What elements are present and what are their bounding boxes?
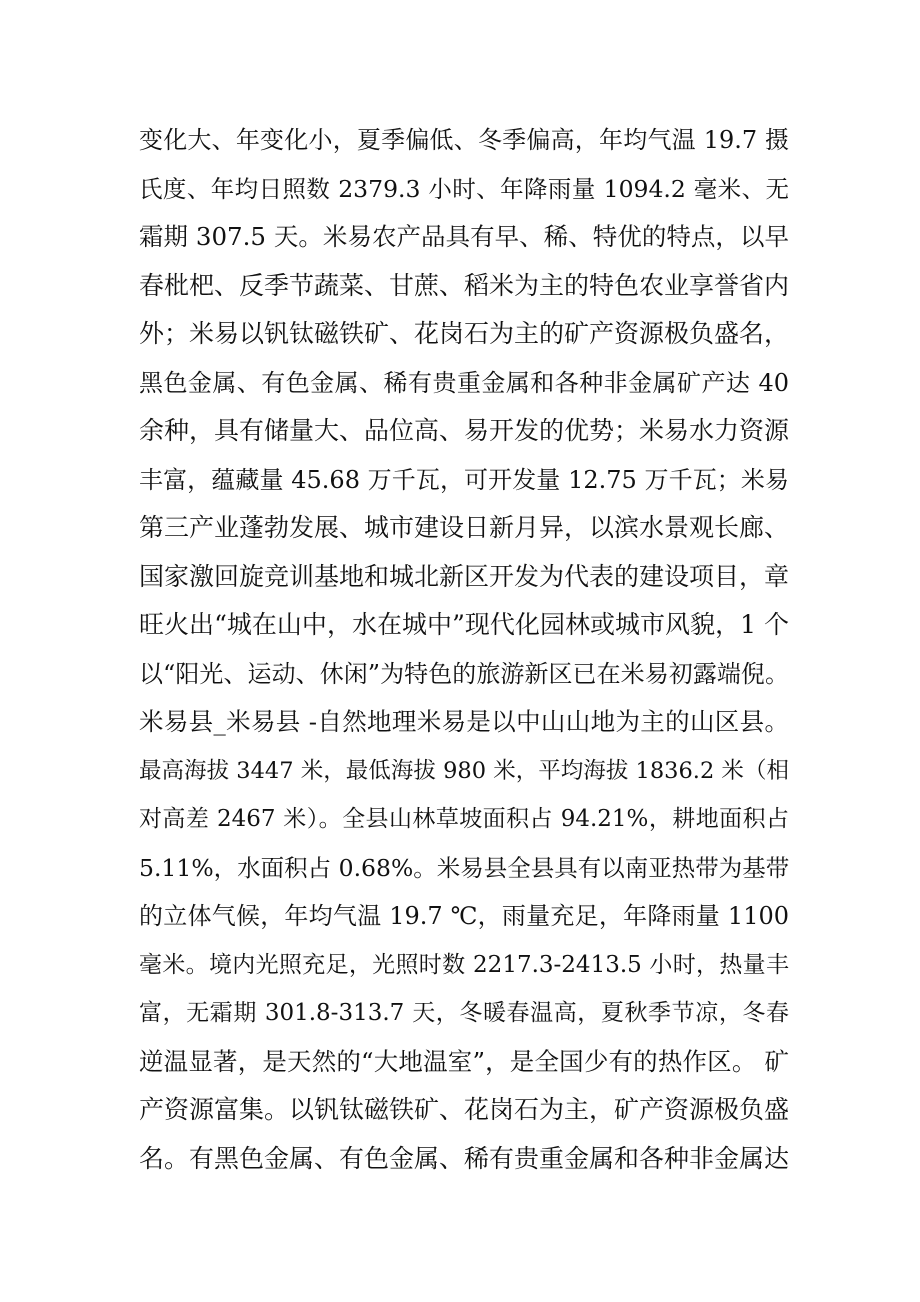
text-line: 黑色金属、有色金属、稀有贵重金属和各种非金属矿产达 40: [139, 368, 789, 397]
text-line: 丰富，蕴藏量 45.68 万千瓦，可开发量 12.75 万千瓦；米易: [139, 465, 789, 494]
text-line: 对高差 2467 米）。全县山林草坡面积占 94.21%，耕地面积占: [139, 806, 789, 832]
text-line: 余种，具有储量大、品位高、易开发的优势；米易水力资源: [139, 416, 790, 445]
text-line: 霜期 307.5 天。米易农产品具有早、稀、特优的特点，以早: [139, 222, 789, 251]
text-line: 第三产业蓬勃发展、城市建设日新月异，以滨水景观长廊、: [139, 513, 790, 542]
text-line: 产资源富集。以钒钛磁铁矿、花岗石为主，矿产资源极负盛: [139, 1095, 790, 1124]
text-line: 以“阳光、运动、休闲”为特色的旅游新区已在米易初露端倪。: [139, 659, 789, 688]
text-line: 国家激回旋竞训基地和城北新区开发为代表的建设项目，章: [139, 561, 790, 591]
text-line: 旺火出“城在山中，水在城中”现代化园林或城市风貌，1 个: [139, 610, 789, 639]
text-line: 最高海拔 3447 米，最低海拔 980 米，平均海拔 1836.2 米（相: [139, 757, 789, 784]
text-line: 米易县_米易县 -自然地理米易是以中山山地为主的山区县。: [139, 707, 789, 736]
text-line: 毫米。境内光照充足，光照时数 2217.3-2413.5 小时，热量丰: [139, 951, 789, 978]
text-line: 变化大、年变化小，夏季偏低、冬季偏高，年均气温 19.7 摄: [139, 126, 789, 154]
text-line: 富，无霜期 301.8-313.7 天，冬暖春温高，夏秋季节凉，冬春: [139, 1000, 789, 1026]
text-line: 逆温显著，是天然的“大地温室”，是全国少有的热作区。 矿: [139, 1046, 789, 1076]
text-line: 春枇杷、反季节蔬菜、甘蔗、稻米为主的特色农业享誉省内: [139, 270, 790, 300]
text-line: 的立体气候，年均气温 19.7 ℃，雨量充足，年降雨量 1100: [139, 902, 789, 930]
text-line: 外；米易以钒钛磁铁矿、花岗石为主的矿产资源极负盛名，: [139, 319, 790, 348]
body-text: [139, 116, 789, 1183]
text-line: 名。有黑色金属、有色金属、稀有贵重金属和各种非金属达: [139, 1143, 790, 1173]
text-line: 氏度、年均日照数 2379.3 小时、年降雨量 1094.2 毫米、无: [139, 174, 789, 203]
text-line: 5.11%，水面积占 0.68%。米易县全县具有以南亚热带为基带: [139, 853, 790, 882]
